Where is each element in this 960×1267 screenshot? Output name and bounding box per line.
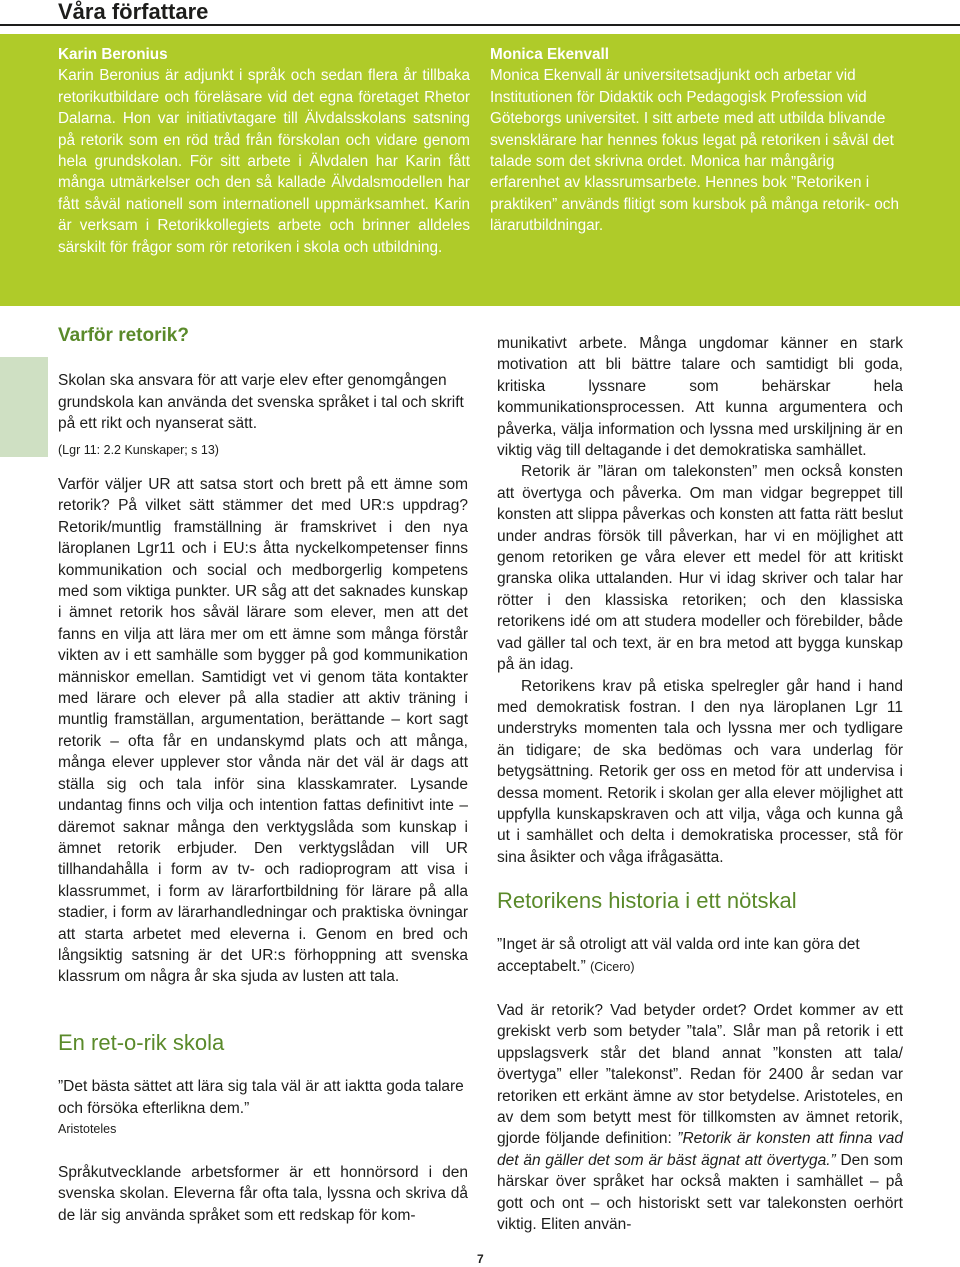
history-body-definition: ”Retorik är konsten att finna vad det än gäller det som är bäst ägnat att övertyga.”: [497, 1130, 904, 1169]
author-monica-name: Monica Ekenvall: [490, 46, 610, 63]
aristoteles-quote-cite: Aristoteles: [58, 1122, 117, 1136]
why-body: [58, 474, 468, 988]
author-karin: [58, 44, 470, 258]
cicero-quote-cite: (Cicero): [590, 959, 635, 974]
right-paragraph-1: munikativt arbete. Många ungdomar känner en stark motivation att bli bättre talare och samtidigt bli goda, kritiska lyssnare som behärskar hela kommunikationsprocessen. Att kunna argumentera och påverka, välja information och lyssna med urskiljning är en viktig väg till deltagande i det demokratiska samhället.: [497, 335, 903, 460]
quote-accent: [0, 357, 48, 457]
history-heading: Retorikens historia i ett nötskal: [497, 888, 797, 913]
right-paragraph-2: Retorik är ”läran om talekonsten” men också konsten att övertyga och påverka. Om man vidgar begreppet till konsten att slippa påverkas och konsten att fatta rätt beslut under andras försök till påverkan, har vi en möjlighet att genom retoriken ge våra elever ett medel för att kritiskt granska olika uttalanden. Hur vi idag skriver och talar har rötter i den klassiska retoriken; och den klassiska retorikens idé om att studera modeller och förebilder, både vad gäller tal och text, är en bra metod att bygga kunskap på än idag.: [497, 463, 903, 674]
history-body: [497, 1000, 903, 1235]
school-body-text: Språkutvecklande arbetsformer är ett honnörsord i den svenska skolan. Eleverna får ofta tala, lyssna och skriva då de lär sig använda språket som ett redskap för kom-: [58, 1164, 468, 1224]
author-karin-bio: Karin Beronius är adjunkt i språk och sedan flera år tillbaka retorikutbildare och föreläsare vid det egna företaget Rhetor Dalarna. Hon var initiativtagare till Älvdalsskolans satsning på retorik som en röd tråd från förskolan och vidare genom hela grundskolan. För sitt arbete i Älvdalen har Karin fått många utmärkelser och den så kallade Älvdalsmodellen har fått såväl nationell som internationell uppmärksamhet. Karin är verksam i Retorikkollegiets arbete och brinner alldeles särskilt för frågor som rör retoriken i skola och utbildning.: [58, 67, 470, 256]
page-title: Våra författare: [58, 0, 209, 24]
lgr-quote-cite: (Lgr 11: 2.2 Kunskaper; s 13): [58, 442, 219, 457]
school-heading: En ret-o-rik skola: [58, 1030, 225, 1055]
page-number: 7: [477, 1252, 484, 1266]
history-body-a: Vad är retorik? Vad betyder ordet? Ordet kommer av ett grekiskt verb som betyder ”tala”. Slår man på retorik i ett uppslagsverk står det bland annat ”konsten att tala/övertyga” eller ”talekonst”. Redan för 2400 år sedan var retoriken ett erkänt ämne av stor betydelse. Aristoteles, en av dem som betytt mest för tillkomsten av ämnet retorik, gjorde följande definition:: [497, 1002, 903, 1148]
right-column-body: [497, 333, 903, 868]
aristoteles-quote: [58, 1076, 468, 1141]
history-body-text: [497, 1000, 903, 1235]
cicero-quote-text: ”Inget är så otroligt att väl valda ord inte kan göra det acceptabelt.”: [497, 936, 860, 975]
cicero-quote: [497, 934, 903, 978]
why-body-text: Varför väljer UR att satsa stort och brett på ett ämne som retorik? På vilket sätt stämmer det med UR:s uppdrag? Retorik/muntlig framställning är framskrivet i den nya läroplanen Lgr11 och i EU:s åtta nyckelkompetenser finns kommunikation och social och medborgerlig kompetens med som viktiga punkter. UR såg att det saknades kunskap i ämnet retorik hos såväl lärare som elever, men att det fanns en vilja att lära mer om ett ämne som många förstår vikten av i ett samhälle som bygger på god kommunikation människor emellan. Samtidigt vet vi genom täta kontakter med lärare och elever på alla stadier att aktiv träning i muntlig framställan, argumentation, berättande – kort sagt retorik – ofta får en undanskymd plats och att många, många elever upplever stor vånda när det väl är dags att ställa sig och tala inför sina klasskamrater. Lysande undantag finns och vilja och intention fattas definitivt inte – däremot saknar många den verktygslåda som kunskap i ämnet retorik erbjuder. Den verktygslådan vill UR tillhandahålla i form av tv- och radioprogram att visa i klassrummet, i form av lärarfortbildning för lärare på alla stadier, i form av lärarhandledningar och praktiska övningar att starta arbetet med eleverna i. Genom en bred och långsiktig satsning är det UR:s förhoppning att svenska klassrum om några år ska sjuda av lusten att tala.: [58, 476, 468, 986]
author-monica-bio: Monica Ekenvall är universitetsadjunkt och arbetar vid Institutionen för Didaktik och Pedagogisk Profession vid Göteborgs universitet. I sitt arbete med att utbilda blivande svensklärare har hennes fokus legat på retoriken i såväl det talade som det skrivna ordet. Monica har mångårig erfarenhet av klassrumsarbete. Hennes bok ”Retoriken i praktiken” används flitigt som kursbok på många retorik- och lärarutbildningar.: [490, 67, 899, 235]
school-body: [58, 1162, 468, 1226]
lgr-quote: [58, 370, 468, 461]
title-rule: [0, 24, 960, 26]
author-karin-name: Karin Beronius: [58, 46, 168, 63]
right-paragraph-3: Retorikens krav på etiska spelregler går hand i hand med demokratisk fostran. I den nya läroplanen Lgr 11 understryks momenten tala och lyssna mer och tydligare än tidigare; de ska bedömas och vara underlag för betygsättning. Retorik ger oss en metod för att undervisa i dessa moment. Retorik i skolan ger alla elever möjlighet att uppfylla kunskapskraven och att vilja, våga och kunna gå ut i samhället och delta i demokratiska processer, stå för sina åsikter och våga ifrågasätta.: [497, 677, 903, 866]
why-heading: Varför retorik?: [58, 325, 189, 346]
aristoteles-quote-text: ”Det bästa sättet att lära sig tala väl är att iaktta goda talare och försöka efterlikna dem.”: [58, 1078, 464, 1117]
author-monica: [490, 44, 902, 237]
history-body-b: Den som härskar över språket har också makten i samhället – på gott och ont – och historiskt sett var talekonsten oerhört viktig. Eliten använ-: [497, 1151, 903, 1234]
lgr-quote-text: Skolan ska ansvara för att varje elev efter genomgången grundskola kan använda det svenska språket i tal och skrift på ett rikt och nyanserat sätt.: [58, 372, 464, 432]
